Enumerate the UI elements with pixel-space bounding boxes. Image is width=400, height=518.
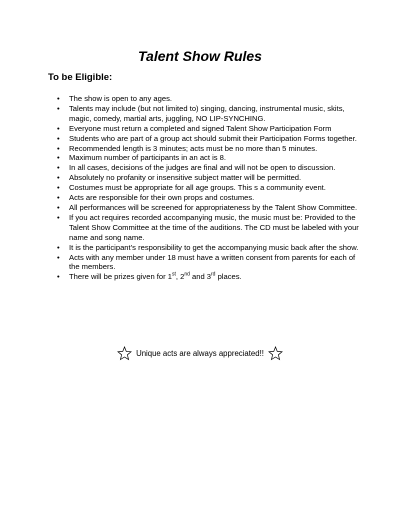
rule-text: Maximum number of participants in an act is 8. — [69, 153, 227, 163]
list-item — [46, 94, 360, 104]
footer-text: Unique acts are always appreciated!! — [136, 349, 264, 358]
list-item — [46, 163, 360, 173]
bullet-icon: • — [57, 153, 60, 163]
rule-text: All performances will be screened for appropriateness by the Talent Show Committee. — [69, 202, 358, 212]
rule-text: Students who are part of a group act should submit their Participation Forms together. — [69, 133, 357, 143]
prizes-prefix: There will be prizes given for 1 — [69, 272, 172, 282]
rule-text: Everyone must return a completed and signed Talent Show Participation Form — [69, 123, 332, 133]
bullet-icon: • — [57, 163, 60, 173]
list-item — [46, 173, 360, 183]
list-item — [46, 253, 360, 273]
bullet-icon: • — [57, 272, 60, 282]
star-outline-icon — [268, 346, 283, 361]
bullet-icon: • — [57, 133, 60, 143]
list-item — [46, 134, 360, 144]
bullet-icon: • — [57, 94, 60, 103]
bullet-icon: • — [57, 202, 60, 212]
list-item — [46, 183, 360, 193]
list-item — [46, 213, 360, 243]
prizes-suffix: places. — [215, 272, 242, 282]
ordinal-first: st — [171, 271, 176, 278]
bullet-icon: • — [57, 143, 60, 153]
rule-text: Recommended length is 3 minutes; acts must be no more than 5 minutes. — [69, 143, 318, 153]
rule-text: It is the participant’s responsibility to get the accompanying music back after the show. — [69, 242, 359, 252]
rule-text: If you act requires recorded accompanying music, the music must be: Provided to the Talent Show Committee at the time of the auditions. The CD must be labeled with your name and song name. — [69, 212, 359, 242]
ordinal-third: rd — [211, 271, 216, 278]
list-item — [46, 153, 360, 163]
footer-note — [0, 346, 400, 361]
prizes-mid-2: and 3 — [189, 272, 212, 282]
list-item — [46, 203, 360, 213]
prizes-rule-text — [69, 272, 242, 281]
list-item — [46, 144, 360, 154]
bullet-icon: • — [57, 193, 60, 203]
rule-text: Costumes must be appropriate for all age groups. This s a community event. — [69, 183, 326, 193]
rule-text: Talents may include (but not limited to) singing, dancing, instrumental music, skits, magic, comedy, martial arts, juggling, NO LIP-SYNCHING. — [69, 103, 345, 123]
eligibility-heading: To be Eligible: — [48, 72, 113, 83]
bullet-icon: • — [57, 242, 60, 252]
rules-list — [46, 94, 360, 282]
bullet-icon: • — [57, 173, 60, 183]
prizes-mid-1: , 2 — [175, 272, 185, 282]
bullet-icon: • — [57, 212, 60, 222]
ordinal-second: nd — [184, 271, 190, 278]
rule-text: The show is open to any ages. — [69, 94, 173, 103]
list-item — [46, 193, 360, 203]
bullet-icon: • — [57, 183, 60, 193]
list-item — [46, 243, 360, 253]
rule-text: Acts are responsible for their own props and costumes. — [69, 193, 255, 203]
list-item — [46, 124, 360, 134]
document-title: Talent Show Rules — [138, 48, 262, 64]
list-item — [46, 104, 360, 124]
list-item — [46, 272, 360, 282]
rule-text: In all cases, decisions of the judges are final and will not be open to discussion. — [69, 163, 336, 173]
star-outline-icon — [117, 346, 132, 361]
rule-text: Acts with any member under 18 must have a written consent from parents for each of the members. — [69, 252, 356, 272]
bullet-icon: • — [57, 103, 60, 113]
bullet-icon: • — [57, 123, 60, 133]
bullet-icon: • — [57, 252, 60, 262]
rule-text: Absolutely no profanity or insensitive subject matter will be permitted. — [69, 173, 302, 183]
